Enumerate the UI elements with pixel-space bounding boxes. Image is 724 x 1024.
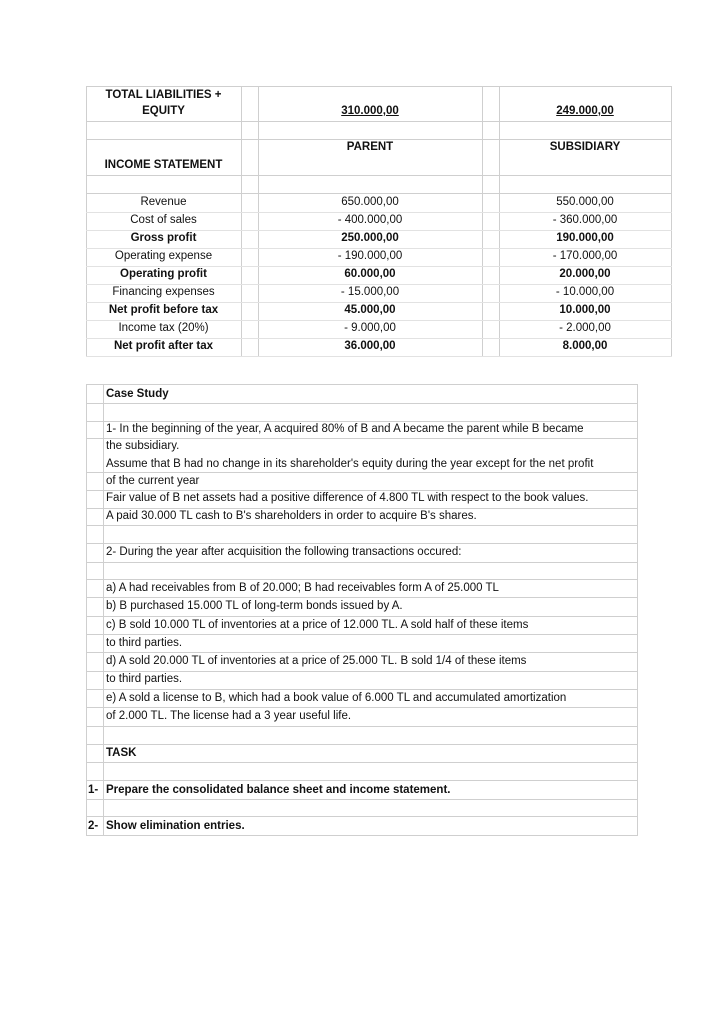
grid-line: [86, 762, 637, 763]
income-row-label: Net profit before tax: [108, 304, 219, 316]
task-number: 2-: [88, 820, 99, 832]
task-title: TASK: [106, 747, 137, 759]
grid-line: [86, 384, 637, 385]
grid-line: [86, 562, 637, 563]
case-study-line: to third parties.: [106, 637, 183, 649]
income-row-subsidiary-value: 20.000,00: [559, 268, 611, 280]
case-study-line: the subsidiary.: [106, 440, 180, 452]
case-study-line: 1- In the beginning of the year, A acquired 80% of B and A became the parent while B became: [106, 423, 584, 435]
case-study-line: b) B purchased 15.000 TL of long-term bonds issued by A.: [106, 600, 403, 612]
income-row-parent-value: 60.000,00: [344, 268, 396, 280]
case-study-table: [86, 384, 637, 836]
total-parent-value: 310.000,00: [341, 105, 399, 117]
income-row-parent-value: 36.000,00: [344, 340, 396, 352]
income-row-parent-value: - 190.000,00: [337, 250, 403, 262]
task-number: 1-: [88, 784, 99, 796]
income-statement-title: INCOME STATEMENT: [104, 159, 223, 171]
income-row-label: Income tax (20%): [118, 322, 209, 334]
income-row-subsidiary-value: - 10.000,00: [555, 286, 615, 298]
income-row-parent-value: 45.000,00: [344, 304, 396, 316]
grid-line: [86, 816, 637, 817]
grid-line: [86, 403, 637, 404]
grid-line: [86, 780, 637, 781]
case-study-line: to third parties.: [106, 673, 183, 685]
case-study-line: a) A had receivables from B of 20.000; B had receivables form A of 25.000 TL: [106, 582, 499, 594]
row-divider: [86, 212, 672, 213]
financial-table: [86, 86, 672, 356]
case-study-line: Fair value of B net assets had a positive difference of 4.800 TL with respect to the book values.: [106, 492, 589, 504]
case-study-line: A paid 30.000 TL cash to B's shareholders in order to acquire B's shares.: [106, 510, 477, 522]
income-row-subsidiary-value: - 170.000,00: [552, 250, 618, 262]
row-divider: [86, 284, 672, 285]
row-divider: [86, 338, 672, 339]
total-liabilities-label-line1: TOTAL LIABILITIES +: [105, 89, 222, 101]
row-divider: [86, 266, 672, 267]
total-liabilities-label-line2: EQUITY: [142, 105, 185, 117]
task-text: Prepare the consolidated balance sheet and income statement.: [106, 784, 451, 796]
income-row-parent-value: 650.000,00: [341, 196, 399, 208]
case-study-line: of 2.000 TL. The license had a 3 year useful life.: [106, 710, 352, 722]
income-row-label: Financing expenses: [112, 286, 215, 298]
grid-line: [86, 744, 637, 745]
grid-line: [86, 726, 637, 727]
case-study-line: 2- During the year after acquisition the following transactions occured:: [106, 546, 462, 558]
parent-column-header: PARENT: [346, 141, 394, 153]
total-subsidiary-value: 249.000,00: [556, 105, 614, 117]
case-study-line: of the current year: [106, 475, 200, 487]
income-row-subsidiary-value: 8.000,00: [562, 340, 608, 352]
case-study-line: Assume that B had no change in its shareholder's equity during the year except for the net profit: [106, 458, 594, 470]
income-row-parent-value: 250.000,00: [341, 232, 399, 244]
row-divider: [86, 356, 672, 357]
income-row-label: Gross profit: [130, 232, 197, 244]
case-study-line: d) A sold 20.000 TL of inventories at a price of 25.000 TL. B sold 1/4 of these items: [106, 655, 527, 667]
income-row-label: Operating expense: [114, 250, 213, 262]
income-row-subsidiary-value: - 2.000,00: [559, 322, 611, 334]
income-row-parent-value: - 9.000,00: [344, 322, 396, 334]
income-row-label: Cost of sales: [130, 214, 197, 226]
row-divider: [86, 230, 672, 231]
grid-line: [86, 799, 637, 800]
income-row-subsidiary-value: 10.000,00: [559, 304, 611, 316]
row-divider: [86, 248, 672, 249]
income-row-label: Revenue: [140, 196, 187, 208]
row-divider: [86, 320, 672, 321]
income-row-label: Net profit after tax: [113, 340, 214, 352]
income-row-parent-value: - 400.000,00: [337, 214, 403, 226]
grid-line: [86, 835, 637, 836]
income-row-label: Operating profit: [120, 268, 207, 280]
case-study-line: e) A sold a license to B, which had a book value of 6.000 TL and accumulated amortization: [106, 692, 567, 704]
case-study-line: c) B sold 10.000 TL of inventories at a price of 12.000 TL. A sold half of these items: [106, 619, 529, 631]
income-row-subsidiary-value: 550.000,00: [556, 196, 614, 208]
subsidiary-column-header: SUBSIDIARY: [549, 141, 621, 153]
task-text: Show elimination entries.: [106, 820, 245, 832]
grid-line: [86, 525, 637, 526]
income-row-subsidiary-value: - 360.000,00: [552, 214, 618, 226]
case-study-title: Case Study: [106, 388, 169, 400]
row-divider: [86, 302, 672, 303]
income-row-subsidiary-value: 190.000,00: [556, 232, 614, 244]
income-row-parent-value: - 15.000,00: [340, 286, 400, 298]
